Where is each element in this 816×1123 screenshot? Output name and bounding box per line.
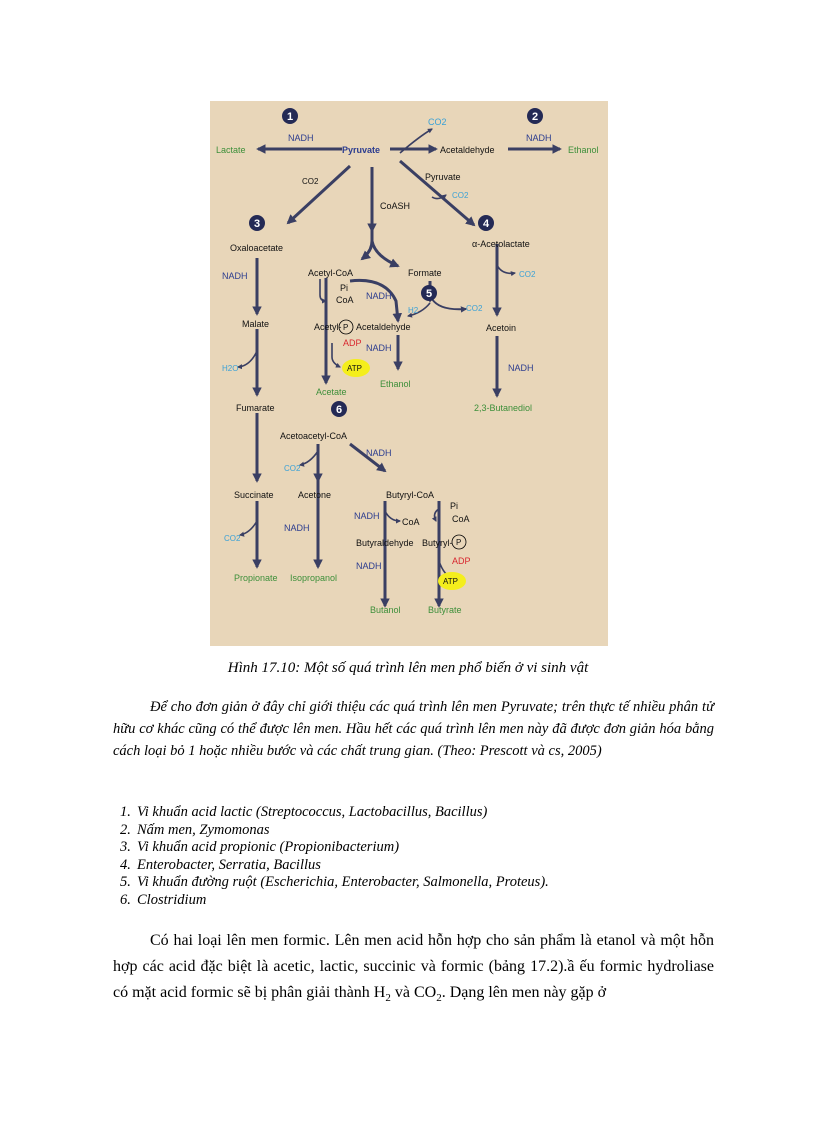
figure-caption: Hình 17.10: Một số quá trình lên men phổ biến ở vi sinh vật bbox=[227, 660, 589, 676]
label-adp: ADP bbox=[343, 338, 362, 348]
label-coa: CoA bbox=[452, 514, 470, 524]
list-number: 4. bbox=[120, 856, 131, 873]
marker-4: 4 bbox=[482, 218, 490, 230]
label-pi: Pi bbox=[450, 501, 459, 511]
label-alpha-acetolactate: α-Acetolactate bbox=[472, 239, 530, 249]
marker-1: 1 bbox=[286, 111, 294, 123]
label-lactate: Lactate bbox=[216, 145, 246, 155]
label-acetone: Acetone bbox=[298, 490, 332, 500]
label-acetoin: Acetoin bbox=[486, 323, 517, 333]
label-butyraldehyde: Butyraldehyde bbox=[356, 538, 414, 548]
label-coa: CoA bbox=[402, 517, 420, 527]
list-number: 5. bbox=[120, 874, 131, 891]
list-text: Vi khuẩn đường ruột (Escherichia, Enterobacter, Salmonella, Proteus). bbox=[137, 874, 549, 891]
label-pi: Pi bbox=[340, 283, 349, 293]
list-number: 2. bbox=[120, 821, 131, 838]
label-pyruvate: Pyruvate bbox=[425, 172, 461, 182]
list-number: 3. bbox=[120, 839, 131, 856]
list-text: Nấm men, Zymomonas bbox=[137, 821, 270, 838]
label-butyryl-prefix: Butyryl- bbox=[422, 538, 453, 548]
label-isopropanol: Isopropanol bbox=[290, 573, 338, 583]
label-succinate: Succinate bbox=[234, 490, 274, 500]
label-nadh: NADH bbox=[288, 133, 314, 143]
label-nadh: NADH bbox=[222, 271, 248, 281]
label-acetyl-coa: Acetyl-CoA bbox=[308, 268, 354, 278]
marker-3: 3 bbox=[253, 218, 261, 230]
label-adp: ADP bbox=[452, 556, 471, 566]
list-item bbox=[113, 804, 549, 822]
label-nadh: NADH bbox=[284, 523, 310, 533]
list-text: Clostridium bbox=[137, 891, 207, 908]
paragraph-text: Có hai loại lên men formic. Lên men acid hỗn hợp cho sản phẩm là etanol và một hỗn hợp các acid đặc biệt là acetic, lactic, succinic và formic (bảng 17.2).ầ ếu formic hydroliase có mặt acid formic sẽ bị phân giải thành H bbox=[113, 932, 714, 1001]
label-nadh: NADH bbox=[366, 448, 392, 458]
label-co2: CO2 bbox=[302, 177, 319, 186]
list-text: Vi khuẩn acid propionic (Propionibacterium) bbox=[137, 839, 400, 856]
label-pyruvate: Pyruvate bbox=[342, 145, 381, 155]
label-h2o: H2O bbox=[222, 364, 239, 373]
label-co2: CO2 bbox=[224, 534, 241, 543]
subscript: 2 bbox=[385, 992, 391, 1005]
marker-2: 2 bbox=[531, 111, 539, 123]
label-acetate: Acetate bbox=[316, 387, 347, 397]
label-p: P bbox=[343, 323, 349, 332]
subscript: 2 bbox=[436, 992, 442, 1005]
label-co2: CO2 bbox=[428, 117, 447, 127]
label-co2: CO2 bbox=[466, 304, 483, 313]
diagram-background bbox=[210, 101, 608, 646]
list-item bbox=[113, 822, 549, 840]
label-coash: CoASH bbox=[380, 201, 411, 211]
label-malate: Malate bbox=[242, 319, 270, 329]
label-nadh: NADH bbox=[354, 511, 380, 521]
list-item bbox=[113, 839, 549, 857]
label-nadh: NADH bbox=[526, 133, 552, 143]
label-butanediol: 2,3-Butanediol bbox=[474, 403, 533, 413]
label-atp: ATP bbox=[347, 364, 362, 373]
list-text: Vi khuẩn acid lactic (Streptococcus, Lactobacillus, Bacillus) bbox=[137, 804, 488, 820]
label-nadh: NADH bbox=[366, 291, 392, 301]
paragraph-text: . Dạng lên men này gặp ở bbox=[441, 984, 607, 1001]
label-butanol: Butanol bbox=[370, 605, 401, 615]
label-nadh: NADH bbox=[366, 343, 392, 353]
label-h2: H2 bbox=[408, 306, 419, 315]
label-butyrate: Butyrate bbox=[428, 605, 462, 615]
list-item bbox=[113, 892, 549, 910]
list-number: 1. bbox=[120, 804, 131, 820]
label-atp: ATP bbox=[443, 577, 458, 586]
marker-5: 5 bbox=[425, 288, 433, 300]
marker-6: 6 bbox=[335, 404, 343, 416]
label-acetaldehyde: Acetaldehyde bbox=[440, 145, 495, 155]
body-paragraph bbox=[113, 928, 714, 1006]
label-oxaloacetate: Oxaloacetate bbox=[230, 243, 284, 253]
fermentation-pathway-diagram bbox=[210, 101, 608, 646]
paragraph-text: và CO bbox=[390, 984, 437, 1001]
list-text: Enterobacter, Serratia, Bacillus bbox=[137, 856, 321, 873]
organism-list bbox=[113, 804, 549, 910]
label-acetoacetyl-coa: Acetoacetyl-CoA bbox=[280, 431, 348, 441]
label-acetaldehyde: Acetaldehyde bbox=[356, 322, 411, 332]
label-co2: CO2 bbox=[519, 270, 536, 279]
label-fumarate: Fumarate bbox=[236, 403, 275, 413]
label-propionate: Propionate bbox=[234, 573, 278, 583]
label-coa: CoA bbox=[336, 295, 354, 305]
label-p: P bbox=[456, 538, 462, 547]
list-item bbox=[113, 874, 549, 892]
figure-note: Để cho đơn giản ở đây chỉ giới thiệu các quá trình lên men Pyruvate; trên thực tế nhiều phân tử hữu cơ khác cũng có thể được lên men. Hầu hết các quá trình lên men này đã được đơn giản hóa bằng cách loại bỏ 1 hoặc nhiều bước và các chất trung gian. (Theo: Prescott và cs, 2005) bbox=[113, 699, 714, 759]
label-ethanol: Ethanol bbox=[568, 145, 599, 155]
label-formate: Formate bbox=[408, 268, 442, 278]
label-butyryl-coa: Butyryl-CoA bbox=[386, 490, 435, 500]
label-nadh: NADH bbox=[356, 561, 382, 571]
label-co2: CO2 bbox=[284, 464, 301, 473]
list-number: 6. bbox=[120, 891, 131, 908]
label-acetyl-prefix: Acetyl- bbox=[314, 322, 342, 332]
label-co2: CO2 bbox=[452, 191, 469, 200]
list-item bbox=[113, 857, 549, 875]
label-ethanol: Ethanol bbox=[380, 379, 411, 389]
label-nadh: NADH bbox=[508, 363, 534, 373]
